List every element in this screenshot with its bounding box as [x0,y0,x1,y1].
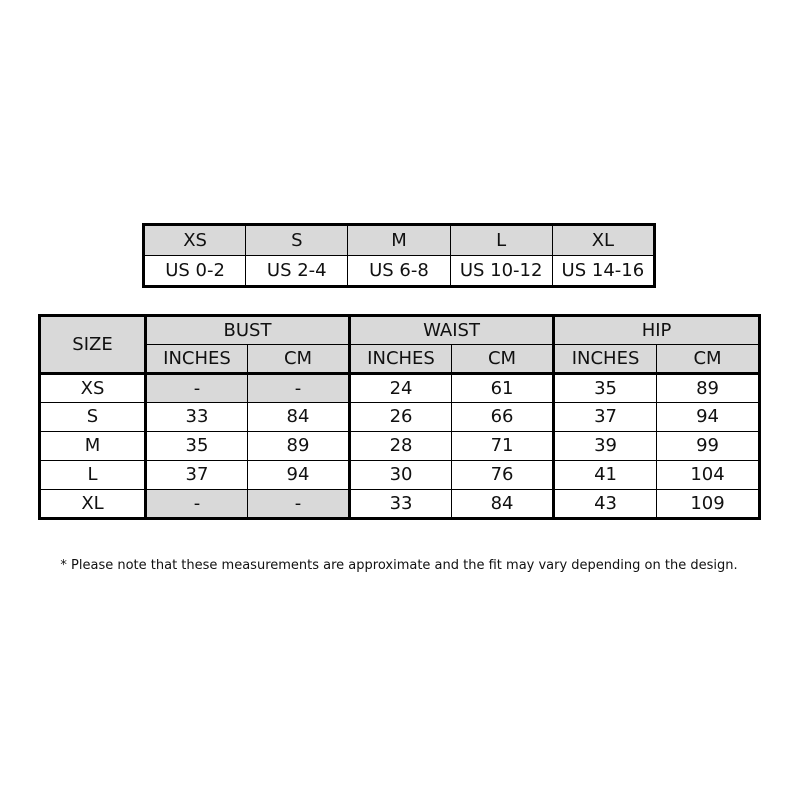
row-size-label: L [40,461,146,490]
hip-cm-cell: 89 [657,374,760,403]
row-size-label: S [40,403,146,432]
bust-group-header: BUST [146,316,350,345]
hip-inches-cell: 43 [554,490,657,519]
bust-cm-cell: - [248,490,350,519]
unit-header: INCHES [554,345,657,374]
size-conversion-table [142,223,656,288]
waist-cm-cell: 84 [452,490,554,519]
bust-inches-cell: 35 [146,432,248,461]
us-size-xs: US 0-2 [144,256,246,287]
hip-inches-cell: 39 [554,432,657,461]
waist-inches-cell: 30 [350,461,452,490]
hip-cm-cell: 99 [657,432,760,461]
waist-cm-cell: 71 [452,432,554,461]
waist-cm-cell: 76 [452,461,554,490]
hip-cm-cell: 94 [657,403,760,432]
bust-cm-cell: 94 [248,461,350,490]
us-size-row [144,256,655,287]
size-label-l: L [450,225,552,256]
row-size-label: XL [40,490,146,519]
unit-header: CM [248,345,350,374]
measurement-table [38,314,761,520]
unit-header: INCHES [146,345,248,374]
hip-cm-cell: 104 [657,461,760,490]
waist-cm-cell: 61 [452,374,554,403]
hip-group-header: HIP [554,316,760,345]
size-column-header: SIZE [40,316,146,374]
bust-inches-cell: - [146,374,248,403]
unit-header: CM [452,345,554,374]
bust-cm-cell: 89 [248,432,350,461]
size-label-xs: XS [144,225,246,256]
hip-inches-cell: 41 [554,461,657,490]
bust-cm-cell: 84 [248,403,350,432]
waist-cm-cell: 66 [452,403,554,432]
unit-header: INCHES [350,345,452,374]
size-label-s: S [246,225,348,256]
table-row [40,403,760,432]
bust-inches-cell: 37 [146,461,248,490]
bust-cm-cell: - [248,374,350,403]
hip-inches-cell: 35 [554,374,657,403]
bust-inches-cell: 33 [146,403,248,432]
waist-group-header: WAIST [350,316,554,345]
size-label-xl: XL [552,225,654,256]
size-label-row [144,225,655,256]
us-size-l: US 10-12 [450,256,552,287]
us-size-s: US 2-4 [246,256,348,287]
waist-inches-cell: 26 [350,403,452,432]
us-size-xl: US 14-16 [552,256,654,287]
table-row [40,432,760,461]
table-row [40,490,760,519]
waist-inches-cell: 33 [350,490,452,519]
bust-inches-cell: - [146,490,248,519]
us-size-m: US 6-8 [348,256,450,287]
waist-inches-cell: 24 [350,374,452,403]
table-row [40,461,760,490]
unit-header-row [40,345,760,374]
unit-header: CM [657,345,760,374]
waist-inches-cell: 28 [350,432,452,461]
group-header-row [40,316,760,345]
size-label-m: M [348,225,450,256]
hip-inches-cell: 37 [554,403,657,432]
row-size-label: XS [40,374,146,403]
table-row [40,374,760,403]
measurement-disclaimer: * Please note that these measurements are approximate and the fit may vary depending on the design. [60,558,738,573]
hip-cm-cell: 109 [657,490,760,519]
row-size-label: M [40,432,146,461]
